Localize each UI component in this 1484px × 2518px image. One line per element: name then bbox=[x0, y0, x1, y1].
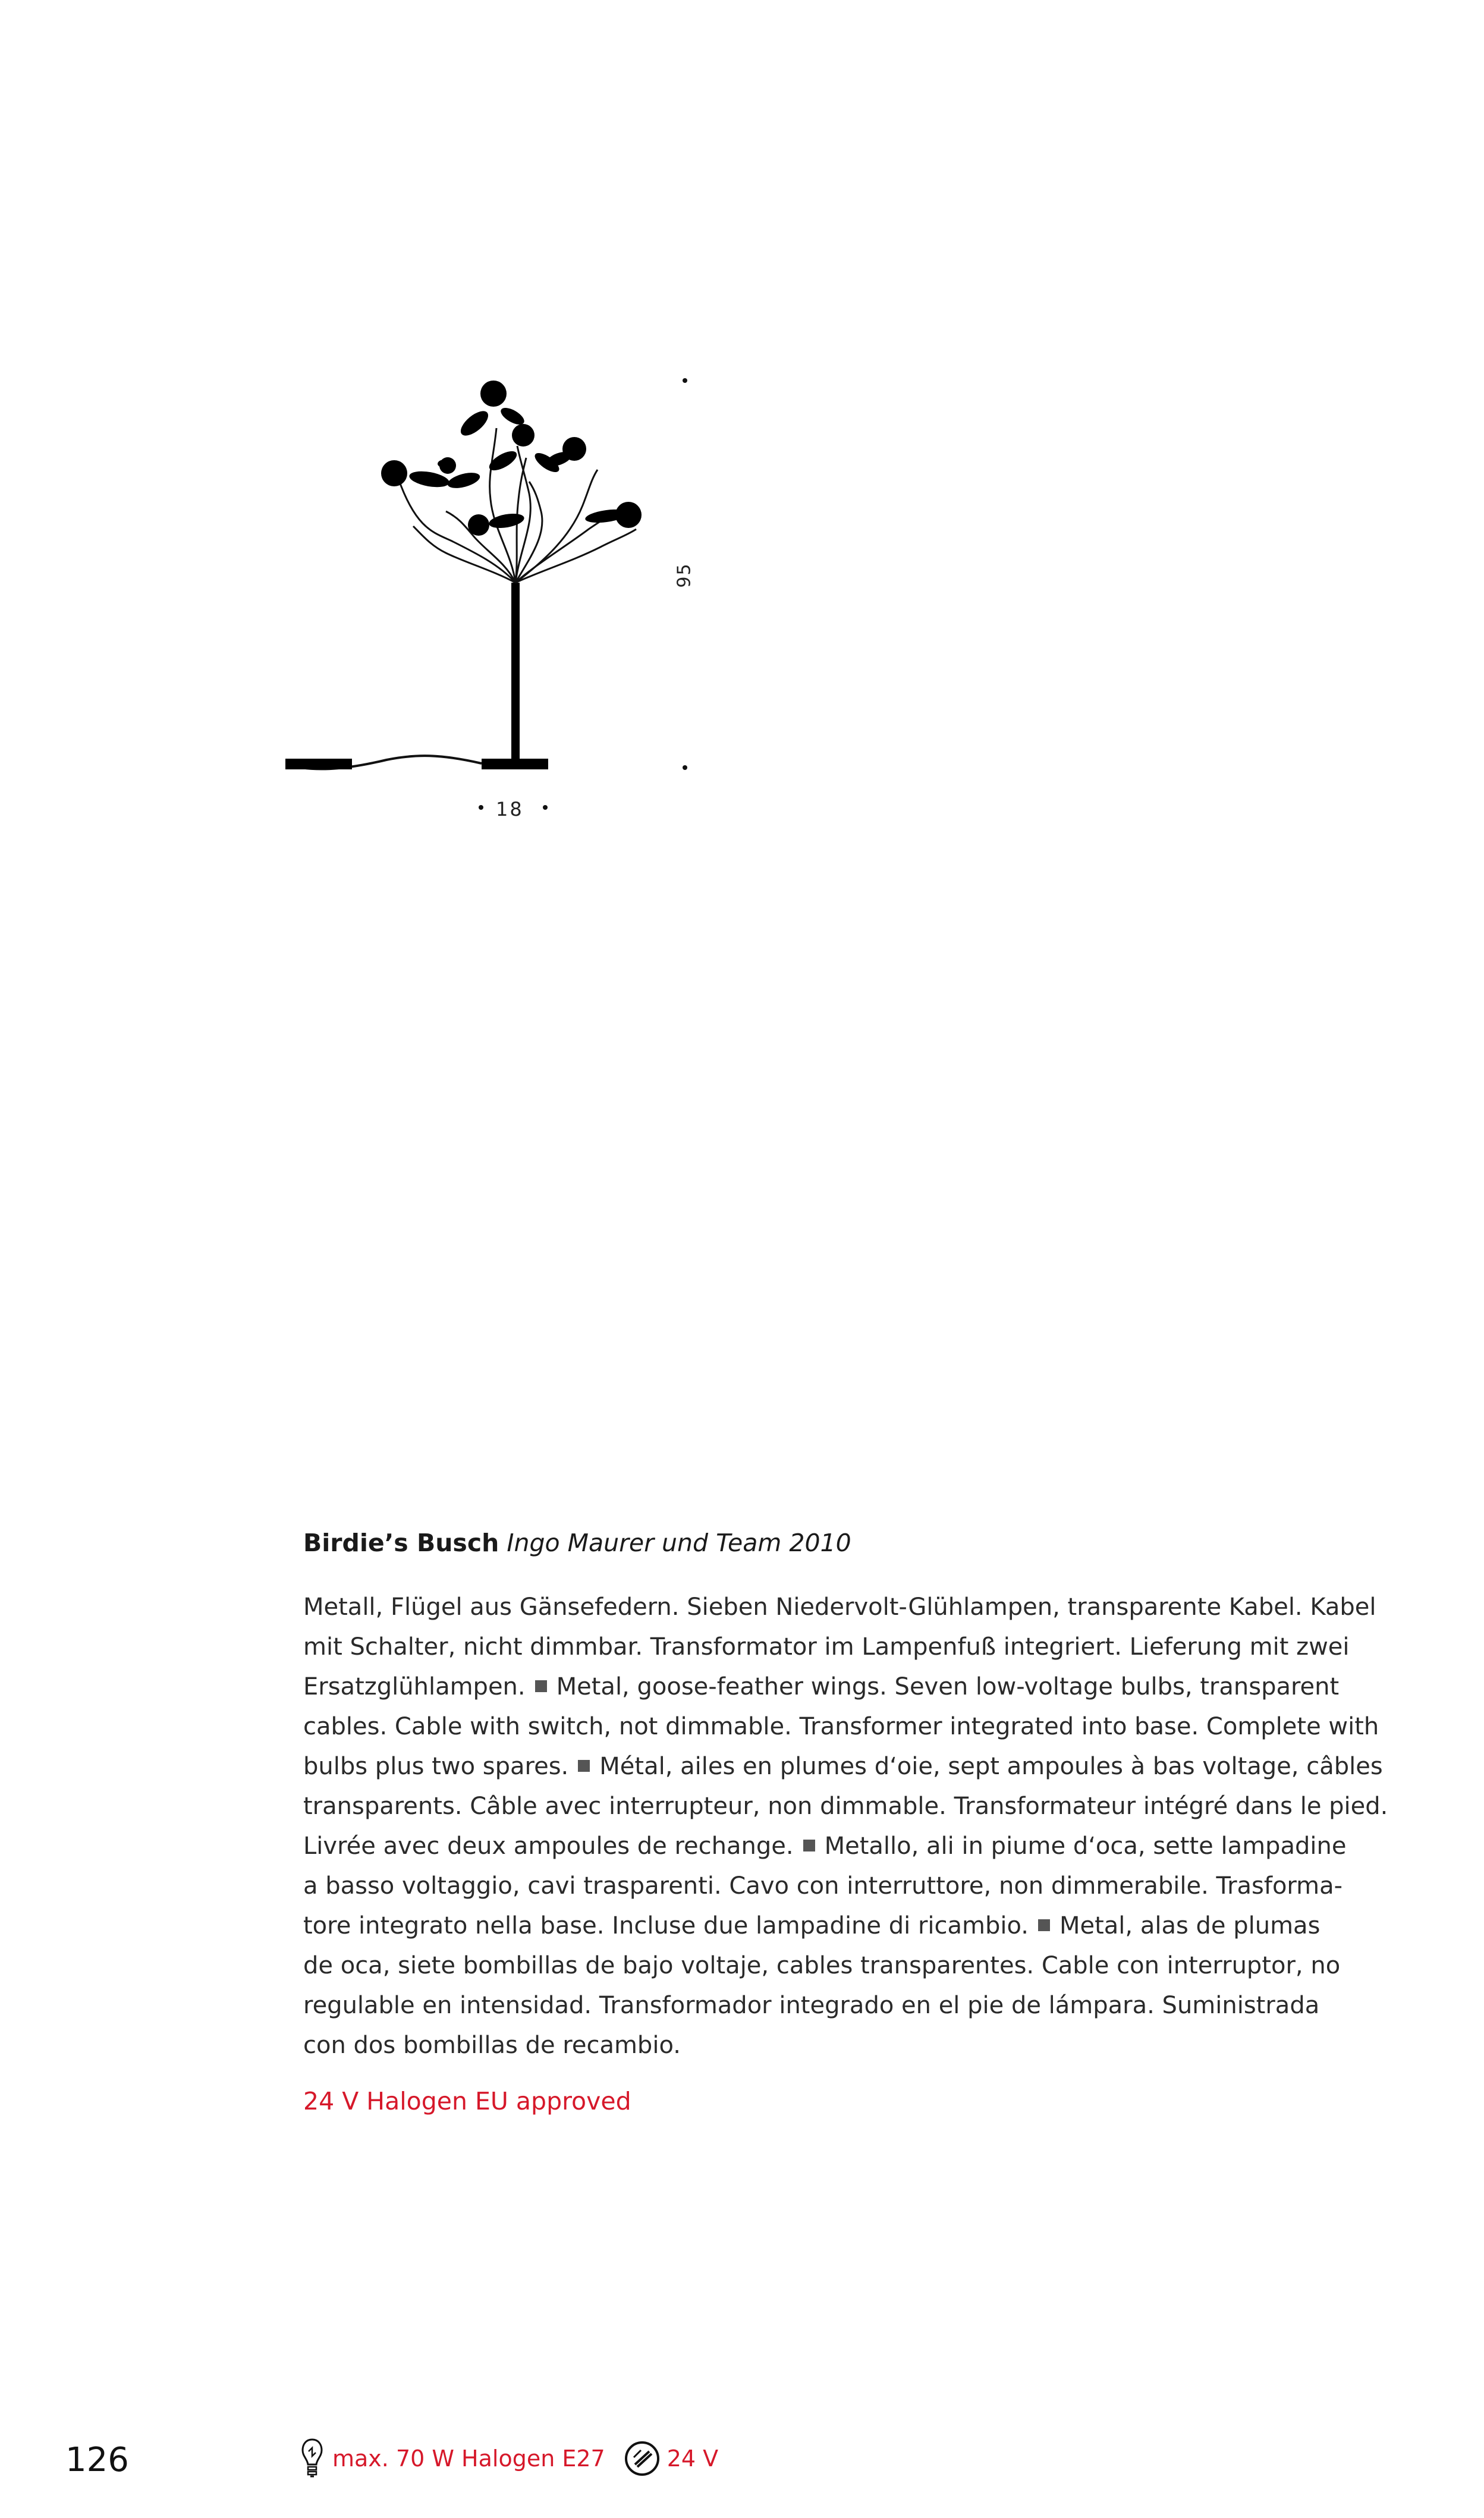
width-dimension: 18 bbox=[496, 798, 524, 821]
description-line: mit Schalter, nicht dimmbar. Transformator im Lampenfuß integriert. Lieferung mit zwei bbox=[303, 1633, 1350, 1661]
bulb-icon bbox=[300, 2437, 324, 2480]
description-line: tore integrato nella base. Incluse due lampadine di ricambio. Metal, alas de plumas bbox=[303, 1912, 1320, 1939]
voltage-spec: 24 V bbox=[666, 2445, 719, 2472]
page-number: 126 bbox=[65, 2441, 129, 2479]
separator-square bbox=[1038, 1919, 1050, 1931]
dimension-dot-right bbox=[543, 805, 548, 810]
transformer-icon bbox=[623, 2440, 661, 2478]
description-line: cables. Cable with switch, not dimmable. Transformer integrated into base. Complete with bbox=[303, 1713, 1379, 1740]
lamp-drawing bbox=[285, 357, 713, 844]
description-line: Livrée avec deux ampoules de rechange. Metallo, ali in piume d‘oca, sette lampadine bbox=[303, 1832, 1347, 1860]
description-line: de oca, siete bombillas de bajo voltaje, cables transparentes. Cable con interruptor, no bbox=[303, 1952, 1341, 1979]
product-description bbox=[303, 1587, 1388, 2066]
description-line: bulbs plus two spares. Métal, ailes en plumes d‘oie, sept ampoules à bas voltage, câbles bbox=[303, 1753, 1383, 1780]
separator-square bbox=[578, 1760, 590, 1772]
height-dimension: 95 bbox=[674, 562, 695, 588]
separator-square bbox=[803, 1840, 815, 1851]
footer-specs bbox=[300, 2435, 718, 2482]
product-name: Birdie’s Busch bbox=[303, 1529, 499, 1557]
description-line: transparents. Câble avec interrupteur, non dimmable. Transformateur intégré dans le pied. bbox=[303, 1793, 1388, 1820]
description-line: con dos bombillas de recambio. bbox=[303, 2032, 681, 2059]
product-designer: Ingo Maurer und Team 2010 bbox=[507, 1529, 851, 1557]
approval-note: 24 V Halogen EU approved bbox=[303, 2087, 631, 2115]
description-line: regulable en intensidad. Transformador integrado en el pie de lámpara. Suministrada bbox=[303, 1992, 1320, 2019]
description-line: a basso voltaggio, cavi trasparenti. Cavo con interruttore, non dimmerabile. Trasforma- bbox=[303, 1872, 1343, 1900]
description-line: Metall, Flügel aus Gänsefedern. Sieben Niedervolt-Glühlampen, transparente Kabel. Kabel bbox=[303, 1593, 1376, 1621]
dimension-dot-top bbox=[683, 378, 687, 383]
description-line: Ersatzglühlampen. Metal, goose-feather wings. Seven low-voltage bulbs, transparent bbox=[303, 1673, 1340, 1700]
dimension-dot-bottom bbox=[683, 765, 687, 770]
separator-square bbox=[535, 1680, 547, 1692]
product-title bbox=[303, 1528, 851, 1558]
bulb-spec: max. 70 W Halogen E27 bbox=[332, 2445, 605, 2472]
